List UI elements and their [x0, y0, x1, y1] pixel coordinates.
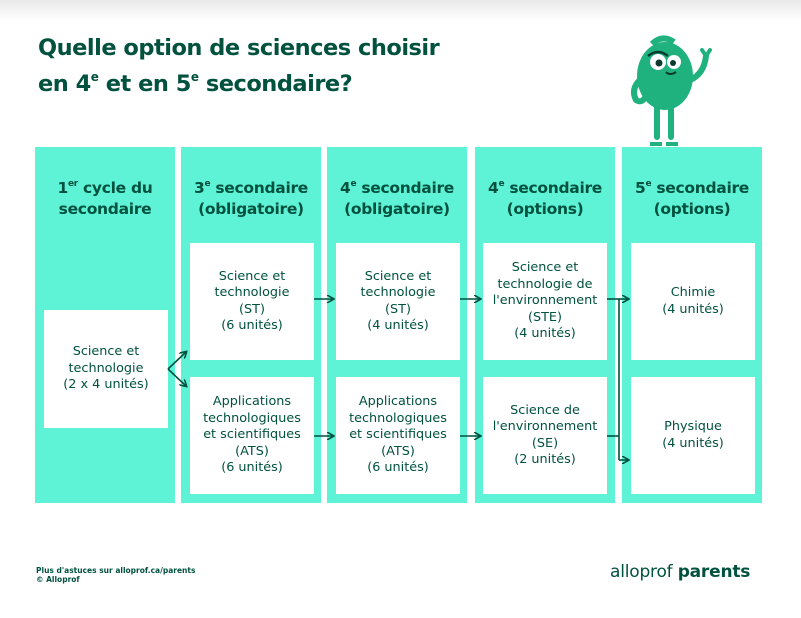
- box-ats-4e: Applications technologiques et scientifiques (ATS) (6 unités): [336, 377, 460, 494]
- footer-copyright: © Alloprof: [36, 575, 80, 584]
- box-chimie-5e: Chimie (4 unités): [631, 243, 755, 360]
- box-st-4e: Science et technologie (ST) (4 unités): [336, 243, 460, 360]
- box-st-3e: Science et technologie (ST) (6 unités): [190, 243, 314, 360]
- box-se-4e-options: Science de l'environnement (SE) (2 unités): [483, 377, 607, 494]
- footer-link-text: Plus d'astuces sur alloprof.ca/parents: [36, 566, 196, 575]
- box-ste-4e-options: Science et technologie de l'environnement (STE) (4 unités): [483, 243, 607, 360]
- box-science-technologie-1er-cycle: Science et technologie (2 x 4 unités): [44, 310, 168, 428]
- brand-logo: alloprof parents: [610, 562, 751, 582]
- column-header-2: 3e secondaire (obligatoire): [193, 179, 309, 218]
- footer-note: [36, 566, 195, 584]
- column-header-4: 4e secondaire (options): [487, 179, 603, 218]
- mascot-icon: [612, 30, 730, 148]
- column-header-5: 5e secondaire (options): [634, 179, 750, 218]
- column-header-1: 1er cycle du secondaire: [57, 179, 153, 218]
- column-header-3: 4e secondaire (obligatoire): [339, 179, 455, 218]
- box-physique-5e: Physique (4 unités): [631, 377, 755, 494]
- top-shadow-bar: [0, 0, 801, 20]
- page-title: Quelle option de sciences choisir en 4e et en 5e secondaire?: [38, 35, 440, 97]
- box-ats-3e: Applications technologiques et scientifiques (ATS) (6 unités): [190, 377, 314, 494]
